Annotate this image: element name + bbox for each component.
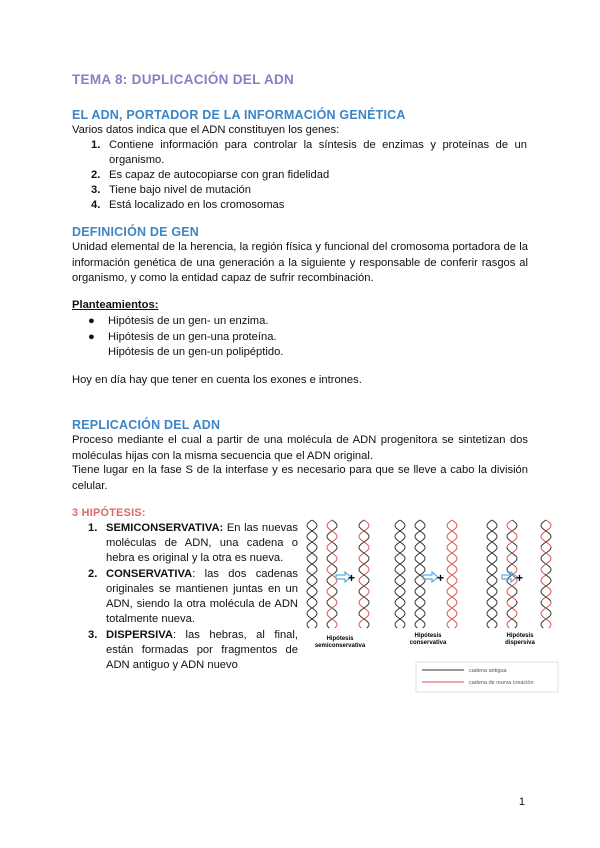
section1-intro: Varios datos indica que el ADN constituyen los genes:: [72, 124, 340, 136]
plus-sign: +: [348, 571, 356, 585]
page-number: 1: [518, 796, 525, 808]
list-item-extra: Hipótesis de un gen-un polipéptido.: [108, 346, 284, 359]
section-heading-gen: DEFINICIÓN DE GEN: [72, 225, 200, 239]
label-dispersiva-1: Hipótesis: [506, 633, 534, 639]
figure-legend: [416, 662, 558, 692]
list-item: 2. CONSERVATIVA: las dos cadenas originales se mantienen juntas en un ADN, siendo la otra molécula de ADN totalmente nueva.: [88, 568, 298, 625]
page-title: TEMA 8: DUPLICACIÓN DEL ADN: [72, 72, 295, 87]
hipotesis-heading: 3 HIPÓTESIS:: [72, 507, 146, 519]
dna-strand: [415, 520, 425, 628]
dna-strand: [487, 520, 497, 628]
list-item: 3. Tiene bajo nivel de mutación: [91, 184, 252, 196]
dna-strand: [541, 547, 551, 574]
label-semiconservativa-2: semiconservativa: [314, 643, 366, 649]
dna-strand: [307, 520, 317, 628]
dna-strand: [327, 520, 337, 628]
dna-strand: [395, 520, 405, 628]
dna-strand: [507, 547, 517, 574]
dna-strand: [447, 520, 457, 628]
dna-strand: [327, 520, 337, 628]
dna-helices: [307, 520, 551, 628]
plus-sign: +: [516, 571, 524, 585]
dna-strand: [359, 520, 369, 628]
dna-strand: [507, 547, 517, 574]
exones-note: Hoy en día hay que tener en cuenta los exones e intrones.: [72, 374, 362, 386]
dna-strand: [541, 547, 551, 574]
plus-sign: +: [437, 571, 445, 585]
dna-strand: [395, 520, 405, 628]
label-dispersiva-2: dispersiva: [505, 640, 535, 646]
list-item: 2. Es capaz de autocopiarse con gran fidelidad: [91, 169, 330, 181]
replicacion-p1: Proceso mediante el cual a partir de una molécula de ADN progenitora se sintetizan dos moléculas hijas con la misma secuencia que el ADN original.: [72, 434, 528, 462]
gen-definition: Unidad elemental de la herencia, la región física y funcional del cromosoma portadora de la información genética de una generación a la siguiente y responsable de conferir rasgos al organismo, y como la entidad capaz de sufrir recombinación.: [72, 241, 528, 285]
dna-strand: [359, 520, 369, 628]
bullet-icon: ●: [88, 315, 95, 327]
replication-hypotheses-figure: [302, 516, 562, 696]
planteamientos-label: Planteamientos:: [72, 299, 159, 311]
dna-strand: [415, 520, 425, 628]
list-item: ● Hipótesis de un gen- un enzima.: [88, 314, 488, 330]
planteamientos-list: [88, 314, 488, 361]
list-item: ● Hipótesis de un gen-una proteína.: [88, 330, 488, 346]
list-item: 4. Está localizado en los cromosomas: [91, 199, 285, 211]
label-conservativa-2: conservativa: [409, 640, 447, 646]
list-item: 1. Contiene información para controlar la síntesis de enzimas y proteínas de un organismo.: [91, 139, 527, 166]
dna-strand: [487, 520, 497, 628]
list-item: 1. SEMICONSERVATIVA: En las nuevas moléculas de ADN, una cadena o hebra es original y la otra es nueva.: [88, 522, 298, 564]
dna-strand: [447, 520, 457, 628]
label-semiconservativa-1: Hipótesis: [326, 636, 354, 642]
dna-strand: [307, 520, 317, 628]
hipotesis-list: [88, 521, 298, 673]
section1-list: [91, 138, 527, 213]
label-conservativa-1: Hipótesis: [414, 633, 442, 639]
list-item: 3. DISPERSIVA: las hebras, al final, están formadas por fragmentos de ADN antiguo y ADN nuevo: [88, 629, 298, 671]
bullet-icon: ●: [88, 330, 95, 343]
section-heading-replicacion: REPLICACIÓN DEL ADN: [72, 418, 221, 432]
replicacion-p2: Tiene lugar en la fase S de la interfase y es necesario para que se lleve a cabo la división celular.: [72, 464, 528, 492]
legend-new-label: cadena de nueva creación: [469, 680, 534, 686]
legend-old-label: cadena antigua: [469, 668, 507, 674]
section-heading-adn: EL ADN, PORTADOR DE LA INFORMACIÓN GENÉTICA: [72, 108, 406, 122]
